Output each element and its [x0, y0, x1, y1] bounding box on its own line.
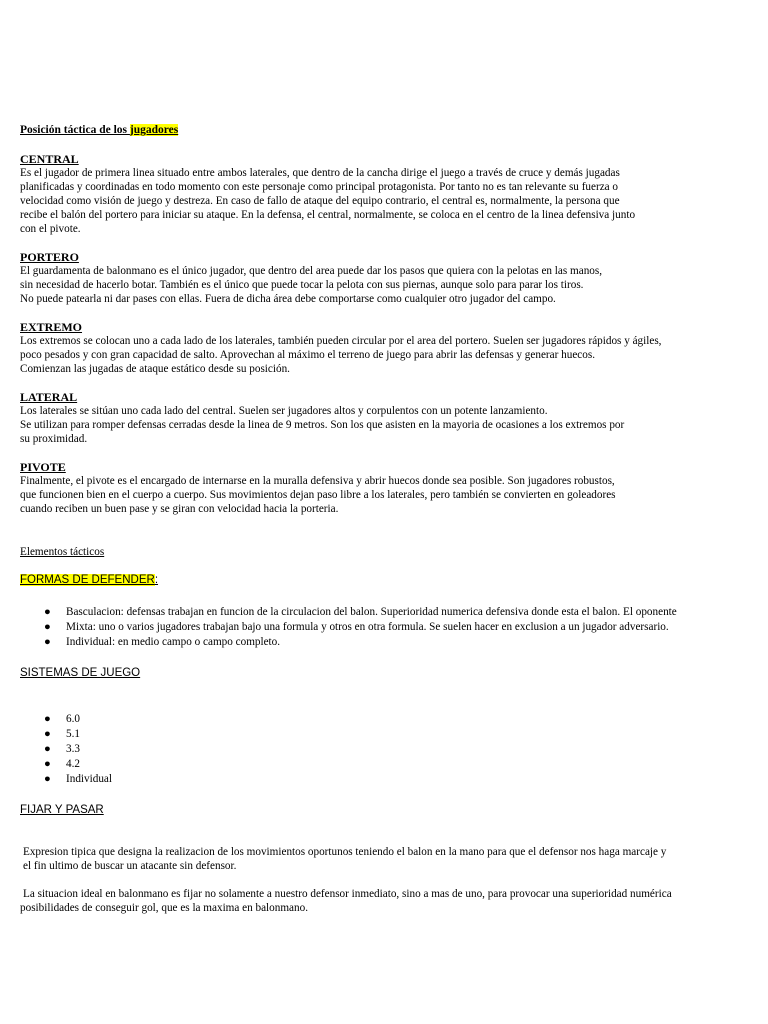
- paragraph-line: La situacion ideal en balonmano es fijar no solamente a nuestro defensor inmediato, sino a mas de uno, para provocar una superioridad numérica: [23, 888, 672, 900]
- paragraph-line: No puede patearla ni dar pases con ellas. Fuera de dicha área debe comportarse como cualquier otro jugador del campo.: [20, 293, 556, 305]
- section-heading: CENTRAL: [20, 152, 79, 166]
- paragraph-line: su proximidad.: [20, 433, 88, 445]
- paragraph-line: cuando reciben un buen pase y se giran con velocidad hacia la porteria.: [20, 503, 339, 515]
- list-item: ● Mixta: uno o varios jugadores trabajan bajo una formula y otros en otra formula. Se suelen hacer en exclusion a un jugador adversario.: [44, 621, 669, 633]
- bullet-icon: ●: [44, 606, 51, 618]
- paragraph-line: recibe el balón del portero para iniciar su ataque. En la defensa, el central, normalmente, se coloca en el centro de la linea defensiva junto: [20, 209, 636, 221]
- list-item: ● 6.0: [44, 713, 80, 725]
- formas-de-defender-heading: FORMAS DE DEFENDER:: [20, 574, 159, 586]
- fijar-paragraph-2: [20, 887, 672, 915]
- paragraph-line: con el pivote.: [20, 223, 81, 235]
- paragraph-line: posibilidades de conseguir gol, que es la maxima en balonmano.: [20, 902, 309, 914]
- list-item: ● 3.3: [44, 743, 80, 755]
- document-title: Posición táctica de los jugadores: [20, 124, 179, 136]
- list-item: ● Individual: en medio campo o campo completo.: [44, 636, 281, 648]
- sistemas-list: [20, 712, 112, 787]
- bullet-icon: ●: [44, 773, 51, 785]
- fijar-y-pasar-heading: FIJAR Y PASAR: [20, 804, 104, 816]
- section-extremo: [20, 320, 661, 376]
- section-heading: LATERAL: [20, 390, 78, 404]
- section-heading: PORTERO: [20, 250, 79, 264]
- paragraph-line: planificadas y coordinadas en todo momento con este personaje como principal protagonista. Por tanto no es tan relevante su fuerza o: [20, 181, 619, 193]
- paragraph-line: Los laterales se sitúan uno cada lado del central. Suelen ser jugadores altos y corpulentos con un potente lanzamiento.: [20, 405, 548, 417]
- list-item: ● Individual: [44, 773, 112, 785]
- bullet-icon: ●: [44, 636, 51, 648]
- paragraph-line: que funcionen bien en el cuerpo a cuerpo. Sus movimientos dejan paso libre a los laterales, pero también se convierten en goleadores: [20, 489, 616, 501]
- section-portero: [20, 250, 602, 306]
- elementos-tacticos-heading: Elementos tácticos: [20, 546, 105, 558]
- bullet-icon: ●: [44, 621, 51, 633]
- list-item: ● Basculacion: defensas trabajan en funcion de la circulacion del balon. Superioridad numerica defensiva donde esta el balon. El oponente: [44, 606, 677, 618]
- paragraph-line: Es el jugador de primera linea situado entre ambos laterales, que dentro de la cancha dirige el juego a través de cruce y demás jugadas: [20, 167, 620, 179]
- bullet-icon: ●: [44, 743, 51, 755]
- bullet-icon: ●: [44, 713, 51, 725]
- bullet-icon: ●: [44, 758, 51, 770]
- paragraph-line: el fin ultimo de buscar un atacante sin defensor.: [23, 860, 237, 872]
- list-item: ● 4.2: [44, 758, 80, 770]
- list-item: ● 5.1: [44, 728, 80, 740]
- section-lateral: [20, 390, 624, 446]
- sistemas-de-juego-heading: SISTEMAS DE JUEGO: [20, 667, 141, 679]
- paragraph-line: Se utilizan para romper defensas cerradas desde la linea de 9 metros. Son los que asisten en la mayoria de ocasiones a los extremos por: [20, 419, 625, 431]
- section-central: [20, 152, 635, 236]
- paragraph-line: Finalmente, el pivote es el encargado de internarse en la muralla defensiva y abrir huecos donde sea posible. Son jugadores robustos,: [20, 475, 615, 487]
- fijar-paragraph-1: [23, 845, 666, 873]
- section-pivote: [20, 460, 616, 516]
- section-heading: PIVOTE: [20, 460, 66, 474]
- formas-list: [20, 605, 677, 650]
- bullet-icon: ●: [44, 728, 51, 740]
- paragraph-line: poco pesados y con gran capacidad de salto. Aprovechan al máximo el terreno de juego para abrir las defensas y generar huecos.: [20, 349, 595, 361]
- paragraph-line: El guardamenta de balonmano es el único jugador, que dentro del area puede dar los pasos que quiera con la pelotas en las manos,: [20, 265, 603, 277]
- paragraph-line: Comienzan las jugadas de ataque estático desde su posición.: [20, 363, 290, 375]
- paragraph-line: velocidad como visión de juego y destreza. En caso de fallo de ataque del equipo contrario, el central es, normalmente, la persona que: [20, 195, 620, 207]
- section-heading: EXTREMO: [20, 320, 83, 334]
- paragraph-line: sin necesidad de hacerlo botar. También es el único que puede tocar la pelota con sus piernas, aunque solo para parar los tiros.: [20, 279, 584, 291]
- title-highlight: jugadores: [129, 124, 179, 136]
- paragraph-line: Los extremos se colocan uno a cada lado de los laterales, también pueden circular por el area del portero. Suelen ser jugadores rápidos y ágiles,: [20, 335, 662, 347]
- paragraph-line: Expresion tipica que designa la realizacion de los movimientos oportunos teniendo el balon en la mano para que el defensor nos haga marcaje y: [23, 846, 667, 858]
